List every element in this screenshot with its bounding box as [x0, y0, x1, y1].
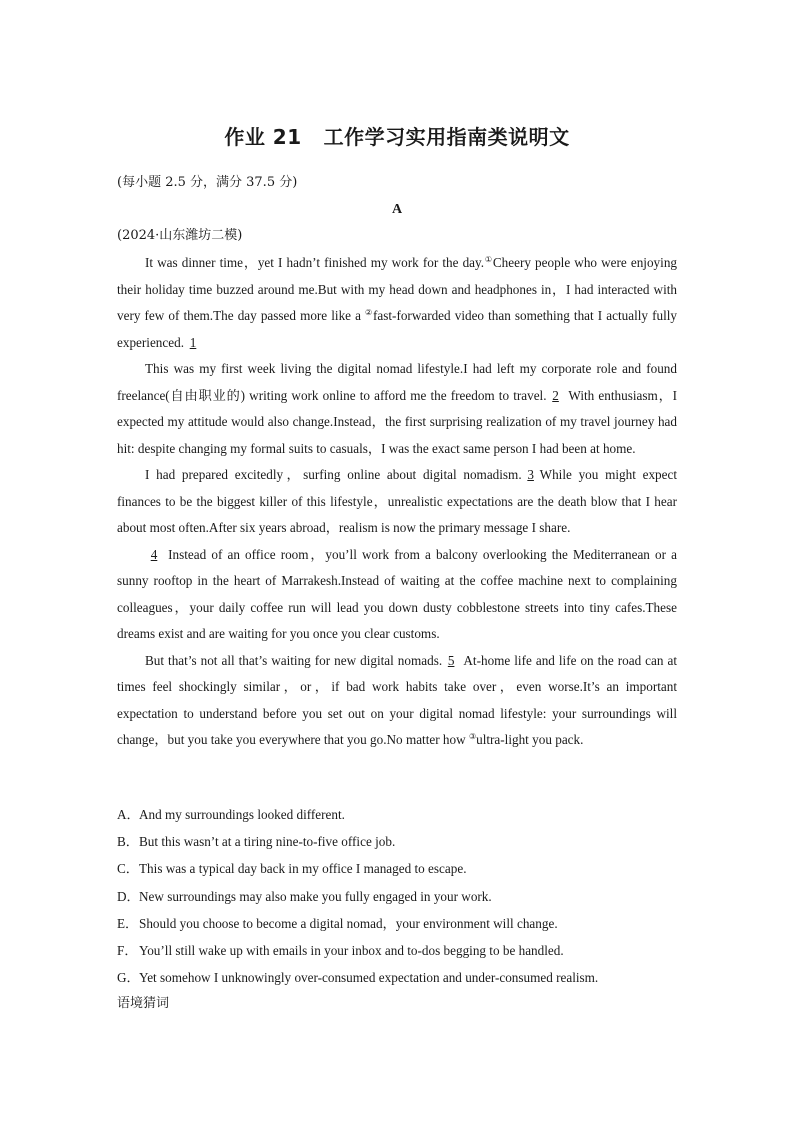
blank-3: 3 — [527, 467, 534, 482]
option-f: F．You’ll still wake up with emails in your inbox and to-dos begging to be handled. — [117, 943, 564, 959]
blank-2: 2 — [552, 387, 559, 403]
footnote-marker: ② — [365, 308, 374, 317]
answer-options — [117, 801, 717, 991]
title-number: 作业 21 — [224, 125, 302, 149]
footnote-marker: ③ — [468, 732, 477, 741]
paragraph-3: I had prepared excitedly，surfing online about digital nomadism. 3 While you might expect finances to be the biggest killer of this lifestyle，unrealistic expectations are the death blow that I hear about most often.After six years abroad，realism is now the primary message I share. — [117, 462, 677, 542]
option-g: G．Yet somehow I unknowingly over-consumed expectation and under-consumed realism. — [117, 970, 599, 986]
option-d: D．New surroundings may also make you fully engaged in your work. — [117, 888, 492, 904]
blank-1: 1 — [189, 334, 197, 350]
option-b: B．But this wasn’t at a tiring nine-to-five office job. — [117, 834, 396, 850]
blank-4: 4 — [150, 546, 158, 562]
footnote-marker: ① — [484, 255, 493, 264]
option-e: E．Should you choose to become a digital nomad，your environment will change. — [117, 915, 558, 931]
paragraph-4: 4 Instead of an office room，you’ll work from a balcony overlooking the Mediterranean or a sunny rooftop in the heart of Marrakesh.Instead of waiting at the coffee machine next to complaining colleagues，your daily coffee run will lead you down dusty cobblestone streets into tiny cafes.These dreams exist and are waiting for you once you clear customs. — [117, 542, 677, 648]
title-text: 工作学习实用指南类说明文 — [323, 125, 570, 149]
paragraph-2: This was my first week living the digital nomad lifestyle.I had left my corporate role and found freelance(自由职业的) writing work online to afford me the freedom to travel. 2 With enthusiasm，I expected my attitude would also change.Instead，the first surprising realization of my travel journey had hit: despite changing my formal suits to casuals，I was the exact same person I had been at home. — [117, 361, 677, 456]
score-note: (每小题 2.5 分，满分 37.5 分) — [117, 175, 298, 190]
page-title — [0, 121, 794, 150]
paragraph-5: But that’s not all that’s waiting for new digital nomads. 5 At-home life and life on the road can at times feel shockingly similar，or，if bad work habits take over，even worse.It’s an important expectation to understand before you set out on your digital nomad lifestyle: your surroundings will change，but you take you everywhere that you go.No matter how ③ultra-light you pack. — [117, 648, 677, 754]
blank-5: 5 — [447, 652, 455, 668]
paragraph-1: It was dinner time，yet I hadn’t finished my work for the day.①Cheery people who were enjoying their holiday time buzzed around me.But with my head down and headphones in，I had interacted with very few of them.The day passed more like a ②fast-forwarded video than something that I actually fully experienced. 1 — [117, 250, 677, 356]
option-c: C．This was a typical day back in my office I managed to escape. — [117, 861, 467, 877]
option-a: A．And my surroundings looked different. — [117, 807, 345, 822]
section-footer-label: 语境猜词 — [117, 996, 170, 1011]
source-note: (2024·山东潍坊二模) — [117, 228, 243, 243]
passage — [117, 250, 677, 754]
section-label: A — [391, 202, 403, 217]
